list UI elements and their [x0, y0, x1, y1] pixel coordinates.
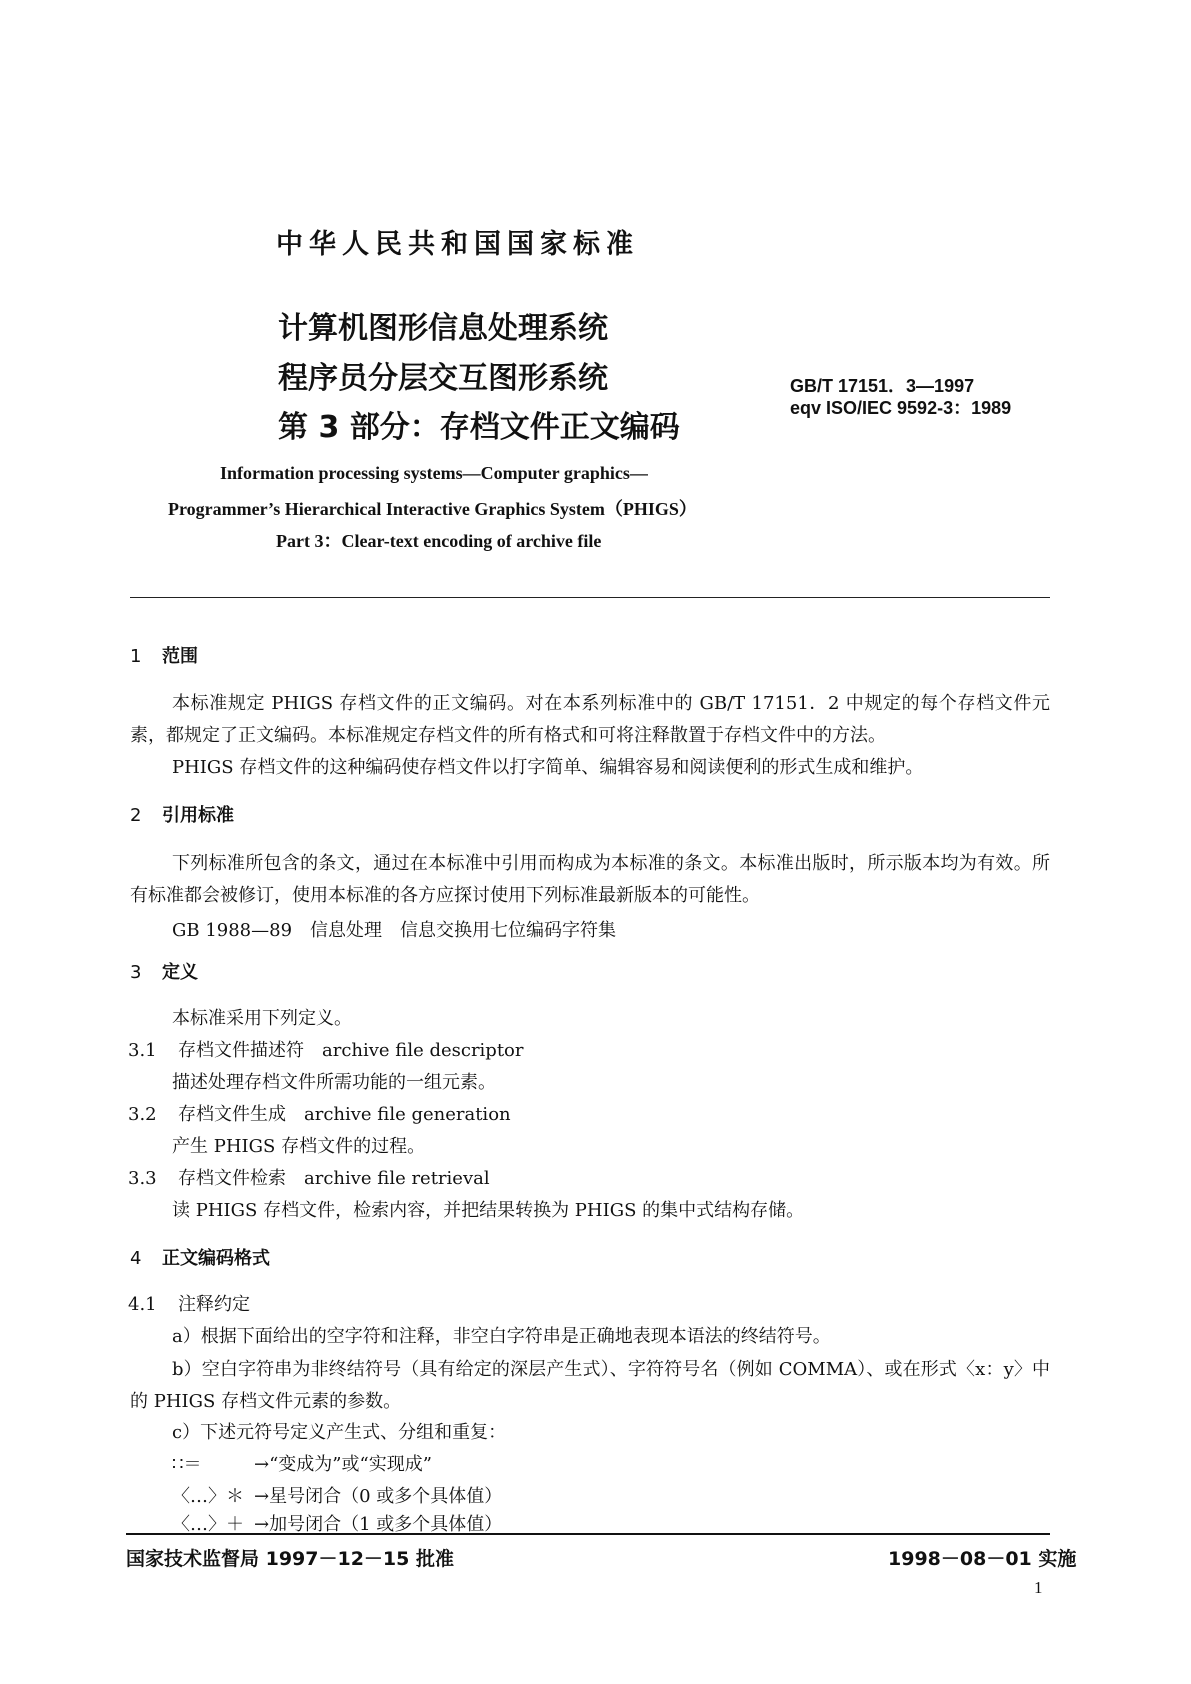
national-standard-heading: 中华人民共和国国家标准 — [276, 229, 639, 260]
section-1-paragraph-1: 本标准规定 PHIGS 存档文件的正文编码。对在本系列标准中的 GB/T 17151．2 中规定的每个存档文件元素，都规定了正文编码。本标准规定存档文件的所有格式和可将注释散置于存档文件中的方法。 — [130, 693, 1050, 746]
definition-3-3-desc: 读 PHIGS 存档文件，检索内容，并把结果转换为 PHIGS 的集中式结构存储。 — [172, 1200, 805, 1221]
definition-number: 3.1 — [128, 1040, 157, 1061]
meta-symbol: ∷＝ — [172, 1454, 202, 1475]
subsection-number: 4.1 — [128, 1294, 157, 1315]
section-title: 引用标准 — [162, 805, 234, 826]
subsection-title: 注释约定 — [178, 1294, 250, 1315]
page-number: 1 — [1034, 1578, 1043, 1597]
section-1-paragraph-2: PHIGS 存档文件的这种编码使存档文件以打字简单、编辑容易和阅读便利的形式生成和维护。 — [172, 757, 924, 778]
rule-item-a: a）根据下面给出的空字符和注释，非空白字符串是正确地表现本语法的终结符号。 — [172, 1326, 831, 1347]
subsection-4-1-heading — [128, 1290, 250, 1316]
definition-3-1-term — [128, 1036, 524, 1062]
definition-3-2-term — [128, 1100, 511, 1126]
english-title-line-3: Part 3：Clear-text encoding of archive file — [276, 531, 602, 551]
effective-date: 1998－08－01 实施 — [888, 1548, 1077, 1570]
standard-equivalence: eqv ISO/IEC 9592-3：1989 — [790, 398, 1012, 418]
definition-term: 存档文件生成 archive file generation — [178, 1104, 511, 1125]
section-4-heading — [130, 1244, 270, 1270]
english-title-line-2: Programmer’s Hierarchical Interactive Graphics System（PHIGS） — [168, 499, 697, 519]
section-1-heading — [130, 642, 198, 668]
rule-item-b: b）空白字符串为非终结符号（具有给定的深层产生式）、字符符号名（例如 COMMA）、或在形式〈x：y〉中的 PHIGS 存档文件元素的参数。 — [130, 1359, 1050, 1412]
chinese-title-line-1: 计算机图形信息处理系统 — [278, 311, 608, 346]
definition-3-2-desc: 产生 PHIGS 存档文件的过程。 — [172, 1136, 426, 1157]
section-number: 2 — [130, 805, 142, 826]
definition-term: 存档文件描述符 archive file descriptor — [178, 1040, 524, 1061]
section-title: 定义 — [162, 962, 198, 983]
meta-description: →加号闭合（1 或多个具体值） — [254, 1514, 503, 1535]
footer-divider — [126, 1533, 1050, 1535]
section-number: 3 — [130, 962, 142, 983]
section-3-heading — [130, 958, 198, 984]
approval-date: 国家技术监督局 1997－12－15 批准 — [126, 1548, 454, 1570]
chinese-title-line-3: 第 3 部分：存档文件正文编码 — [278, 410, 680, 445]
chinese-title-line-2: 程序员分层交互图形系统 — [278, 361, 608, 396]
meta-description: →星号闭合（0 或多个具体值） — [254, 1486, 503, 1507]
section-2-reference: GB 1988—89 信息处理 信息交换用七位编码字符集 — [172, 920, 617, 941]
section-title: 正文编码格式 — [162, 1248, 270, 1269]
section-number: 4 — [130, 1248, 142, 1269]
section-2-paragraph-1: 下列标准所包含的条文，通过在本标准中引用而构成为本标准的条文。本标准出版时，所示版本均为有效。所有标准都会被修订，使用本标准的各方应探讨使用下列标准最新版本的可能性。 — [130, 853, 1050, 906]
section-2-heading — [130, 801, 234, 827]
meta-symbol: 〈…〉＋ — [172, 1514, 244, 1535]
english-title-line-1: Information processing systems—Computer graphics— — [220, 463, 648, 483]
definition-term: 存档文件检索 archive file retrieval — [178, 1168, 490, 1189]
section-title: 范围 — [162, 646, 198, 667]
rule-item-c: c）下述元符号定义产生式、分组和重复： — [172, 1422, 507, 1443]
standard-number: GB/T 17151．3—1997 — [790, 376, 975, 396]
definition-3-1-desc: 描述处理存档文件所需功能的一组元素。 — [172, 1072, 496, 1093]
meta-symbol-row — [172, 1482, 502, 1508]
header-divider — [130, 597, 1050, 598]
meta-symbol: 〈…〉＊ — [172, 1486, 244, 1507]
meta-symbol-row — [172, 1450, 432, 1476]
definition-3-3-term — [128, 1164, 490, 1190]
definition-number: 3.2 — [128, 1104, 157, 1125]
section-3-intro: 本标准采用下列定义。 — [172, 1008, 352, 1029]
meta-description: →“变成为”或“实现成” — [254, 1454, 432, 1475]
section-number: 1 — [130, 646, 142, 667]
definition-number: 3.3 — [128, 1168, 157, 1189]
